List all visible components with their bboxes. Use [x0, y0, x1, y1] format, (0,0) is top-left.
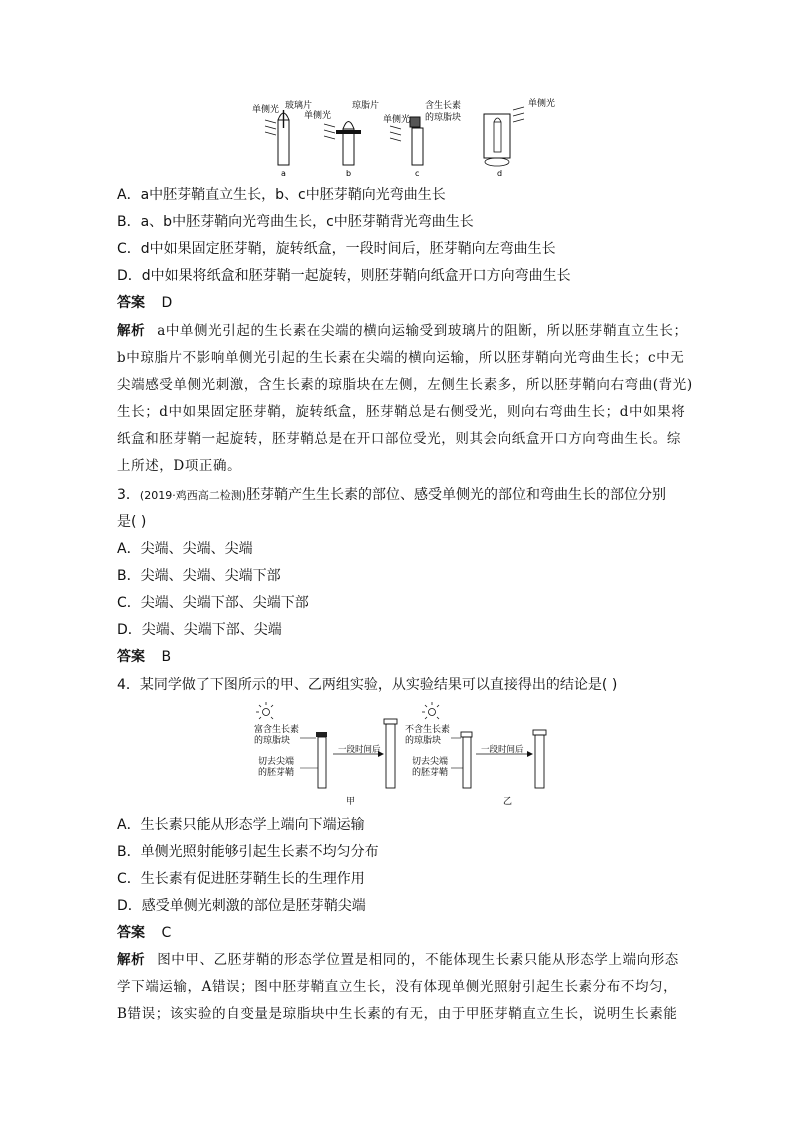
- q4-answer: 答案 C: [117, 925, 172, 941]
- side-light-label-a: 单侧光: [252, 105, 280, 115]
- yi-cut-label-2: 的胚芽鞘: [412, 768, 449, 778]
- jia-cut-label-2: 的胚芽鞘: [258, 768, 295, 778]
- q2-explanation-line-2: b中琼脂片不影响单侧光引起的生长素在尖端的横向运输，所以胚芽鞘向光弯曲生长；c中无: [117, 350, 685, 366]
- q4-option-c: C．生长素有促进胚芽鞘生长的生理作用: [117, 871, 365, 887]
- explanation-label: 解析: [117, 323, 146, 339]
- q4-option-d: D．感受单侧光刺激的部位是胚芽鞘尖端: [117, 898, 366, 914]
- q3-option-d: D．尖端、尖端下部、尖端: [117, 622, 282, 638]
- side-light-label-d: 单侧光: [528, 99, 556, 109]
- q3-option-b: B．尖端、尖端、尖端下部: [117, 568, 281, 584]
- jia-agar-label-1: 富含生长素: [254, 725, 300, 735]
- q3-source: (2019·鸡西高二检测): [139, 489, 246, 502]
- q4-explanation-line-2: 学下端运输，A错误；图中胚芽鞘直立生长，没有体现单侧光照射引起生长素分布不均匀，: [117, 979, 678, 995]
- answer-label: 答案: [117, 295, 145, 311]
- yi-cut-label-1: 切去尖端: [412, 757, 449, 767]
- q2-answer: [117, 293, 172, 313]
- caption-jia: 甲: [346, 797, 356, 807]
- setup-d: [484, 97, 555, 178]
- caption-c: c: [415, 169, 420, 178]
- q2-explanation-line-5: 纸盒和胚芽鞘一起旋转，胚芽鞘总是在开口部位受光，则其会向纸盒开口方向弯曲生长。综: [117, 431, 681, 447]
- q3-answer: 答案 B: [117, 649, 172, 665]
- q4-option-b: B．单侧光照射能够引起生长素不均匀分布: [117, 844, 379, 860]
- q4-stem: 4．某同学做了下图所示的甲、乙两组实验，从实验结果可以直接得出的结论是( ): [117, 677, 618, 693]
- experiment-yi: [405, 702, 546, 807]
- q2-option-c: C．d中如果固定胚芽鞘，旋转纸盒，一段时间后，胚芽鞘向左弯曲生长: [117, 241, 556, 257]
- caption-a: a: [281, 169, 286, 178]
- q2-explanation-line-3: 尖端感受单侧光刺激，含生长素的琼脂块在左侧，左侧生长素多，所以胚芽鞘向右弯曲(背光): [117, 377, 693, 393]
- side-light-label-c: 单侧光: [383, 115, 411, 125]
- setup-c: [383, 99, 461, 178]
- jia-agar-label-2: 的琼脂块: [254, 736, 291, 746]
- answer-value: D: [161, 295, 173, 311]
- q2-explanation-line-1: 解析 a中单侧光引起的生长素在尖端的横向运输受到玻璃片的阻断，所以胚芽鞘直立生长；: [117, 323, 688, 339]
- q2-option-a: A．a中胚芽鞘直立生长，b、c中胚芽鞘向光弯曲生长: [117, 187, 446, 203]
- q2-option-d: D．d中如果将纸盒和胚芽鞘一起旋转，则胚芽鞘向纸盒开口方向弯曲生长: [117, 268, 571, 284]
- yi-agar-label-1: 不含生长素: [405, 725, 451, 735]
- q4-explanation-line-3: B错误；该实验的自变量是琼脂块中生长素的有无，由于甲胚芽鞘直立生长，说明生长素能: [117, 1006, 678, 1022]
- hormone-agar-label-2: 的琼脂块: [425, 113, 462, 123]
- yi-agar-label-2: 的琼脂块: [405, 736, 442, 746]
- setup-a: [252, 99, 312, 178]
- q2-explanation-line-4: 生长；d中如果固定胚芽鞘，旋转纸盒，胚芽鞘总是右侧受光，则向右弯曲生长；d中如果将: [117, 404, 686, 420]
- hormone-agar-label-1: 含生长素: [425, 101, 462, 111]
- yi-arrow-text: 一段时间后: [481, 745, 524, 755]
- caption-d: d: [497, 169, 503, 178]
- caption-b: b: [346, 169, 352, 178]
- glass-label: 玻璃片: [285, 101, 313, 111]
- setup-b: [304, 99, 379, 178]
- q2-explanation-line-6: 上所述，D项正确。: [117, 458, 242, 474]
- q4-option-a: A．生长素只能从形态学上端向下端运输: [117, 817, 365, 833]
- q2-option-b: B．a、b中胚芽鞘向光弯曲生长，c中胚芽鞘背光弯曲生长: [117, 214, 474, 230]
- q4-explanation-line-1: 解析 图中甲、乙胚芽鞘的形态学位置是相同的，不能体现生长素只能从形态学上端向形态: [117, 952, 679, 968]
- q3-option-c: C．尖端、尖端下部、尖端下部: [117, 595, 309, 611]
- q3-option-a: A．尖端、尖端、尖端: [117, 541, 253, 557]
- jia-cut-label-1: 切去尖端: [258, 757, 295, 767]
- jia-arrow-text: 一段时间后: [338, 745, 381, 755]
- q3-stem-line-2: 是( ): [117, 514, 147, 530]
- agar-label: 琼脂片: [352, 101, 380, 111]
- experiment-jia: [254, 702, 397, 807]
- caption-yi: 乙: [503, 797, 513, 807]
- side-light-label-b: 单侧光: [304, 111, 332, 121]
- figure-2: [240, 702, 560, 810]
- q3-stem-line-1: 3．(2019·鸡西高二检测)胚芽鞘产生生长素的部位、感受单侧光的部位和弯曲生长的部位分别: [117, 487, 666, 503]
- figure-1: [240, 92, 560, 182]
